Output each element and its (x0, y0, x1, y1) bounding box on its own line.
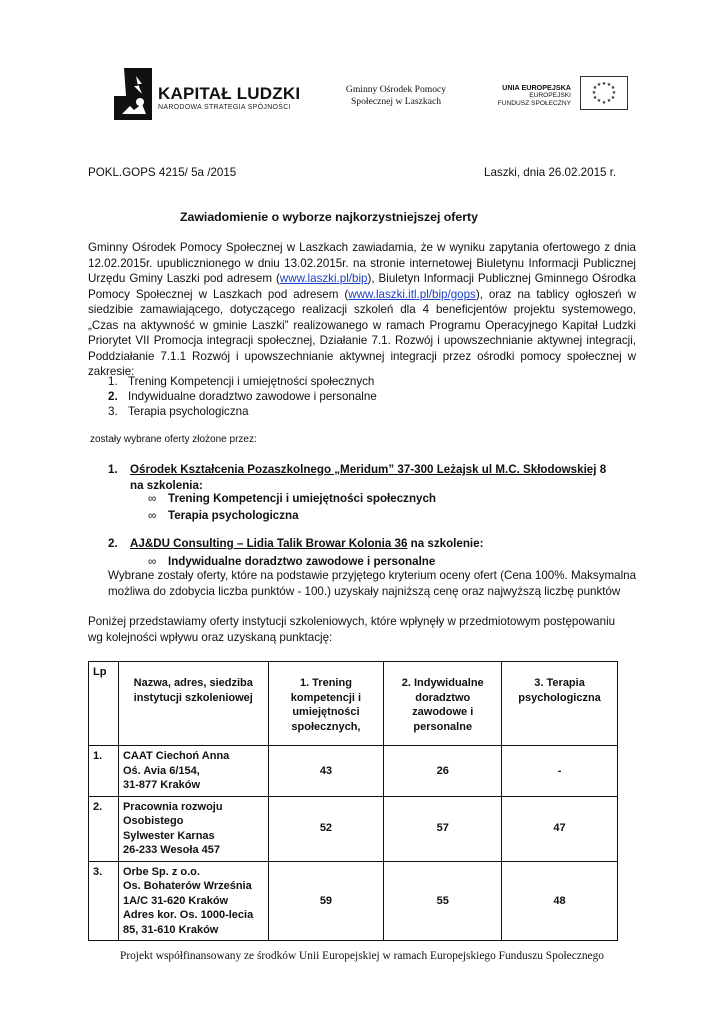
name-line: 26-233 Wesoła 457 (122, 844, 220, 856)
eu-flag-icon (580, 76, 628, 110)
kapital-ludzki-subtitle: NARODOWA STRATEGIA SPÓJNOŚCI (158, 104, 291, 111)
list-item-text: Terapia psychologiczna (128, 405, 249, 418)
list-item-number: 2. (108, 390, 118, 403)
header-lp: Lp (89, 662, 119, 746)
svg-text:★: ★ (601, 81, 607, 87)
offer-2 (108, 537, 483, 550)
infinity-bullet-icon: ∞ (148, 555, 157, 568)
offer-1-items (148, 491, 436, 524)
svg-text:★: ★ (610, 95, 616, 101)
offer-2-name: AJ&DU Consulting – Lidia Talik Browar Kolonia 36 (130, 537, 408, 550)
link-bip-gops[interactable]: www.laszki.itl.pl/bip/gops (348, 287, 476, 301)
name-line: Os. Bohaterów Września (122, 880, 252, 892)
list-item-number: 1. (108, 375, 118, 388)
svg-text:★: ★ (591, 90, 597, 96)
svg-text:★: ★ (606, 82, 612, 88)
list-item (148, 508, 436, 525)
row-name (118, 746, 268, 797)
row-name (118, 796, 268, 861)
header-doradztwo: 2. Indywidualne doradztwo zawodowe i personalne (384, 662, 502, 746)
table-header-row (89, 662, 618, 746)
score-trening: 43 (268, 746, 384, 797)
svg-text:★: ★ (592, 95, 598, 101)
intro-text-1: Gminny Ośrodek Pomocy Społecznej w Laszkach zawiadamia, że w wyniku zapytania ofertowego z dnia 12.02.2015r. upublicznionego w dniu 13.02.2015r. na stronie internetowej Biuletynu Informacji Publicznej Urzędu Gminy Laszki pod adresem ( (88, 241, 636, 285)
offer-1-name: Ośrodek Kształcenia Pozaszkolnego „Meridum” 37-300 Leżajsk ul M.C. Skłodowskiej (130, 463, 597, 476)
score-terapia: 48 (502, 861, 618, 941)
gops-line-1: Gminny Ośrodek Pomocy (345, 84, 447, 95)
row-lp: 1. (89, 746, 119, 797)
list-item-text: Indywidualne doradztwo zawodowe i personalne (128, 390, 377, 403)
name-line: 85, 31-610 Kraków (122, 923, 219, 936)
score-doradztwo: 57 (384, 796, 502, 861)
svg-text:★: ★ (610, 85, 616, 91)
ue-label (487, 84, 571, 108)
footer-note: Projekt współfinansowany ze środków Unii Europejskiej w ramach Europejskiego Funduszu Społecznego (119, 950, 604, 962)
row-lp: 2. (89, 796, 119, 861)
header-terapia: 3. Terapia psychologiczna (502, 662, 618, 746)
name-line: 31-877 Kraków (122, 779, 200, 791)
ue-line-1: UNIA EUROPEJSKA (502, 83, 571, 92)
offer-1 (108, 462, 606, 493)
gops-header (330, 84, 462, 108)
list-item-number: 3. (108, 405, 118, 418)
list-item-text: Terapia psychologiczna (168, 508, 299, 522)
table-row (89, 861, 618, 941)
row-lp: 3. (89, 861, 119, 941)
table-row (89, 796, 618, 861)
gops-line-2: Społecznej w Laszkach (350, 96, 442, 107)
svg-text:★: ★ (596, 82, 602, 88)
criteria-paragraph: Wybrane zostały oferty, które na podstawie przyjętego kryterium oceny ofert (Cena 100%. Maksymalna możliwa do zdobycia liczba punktów - 100.) uzyskały najniższą cenę oraz najwyższą liczbę punktów (108, 569, 637, 598)
score-trening: 52 (268, 796, 384, 861)
list-item-text: Trening Kompetencji i umiejętności społecznych (168, 492, 437, 505)
svg-text:★: ★ (606, 98, 612, 104)
svg-text:★: ★ (592, 85, 598, 91)
name-line: CAAT Ciechoń Anna (122, 750, 230, 762)
svg-text:★: ★ (596, 98, 602, 104)
score-terapia: 47 (502, 796, 618, 861)
name-line: Orbe Sp. z o.o. (122, 865, 200, 878)
score-trening: 59 (268, 861, 384, 941)
score-doradztwo: 55 (384, 861, 502, 941)
intro-paragraph (88, 240, 636, 380)
name-line: Oś. Avia 6/154, (122, 764, 200, 777)
ranking-intro: Poniżej przedstawiamy oferty instytucji szkoleniowych, które wpłynęły w przedmiotowym postępowaniu wg kolejności wpływu oraz uzyskaną punktację: (88, 615, 616, 644)
name-line: Sylwester Karnas (122, 829, 215, 842)
kapital-ludzki-title: KAPITAŁ LUDZKI (158, 84, 301, 103)
intro-text-2: ), Biuletyn Informacji Publicznej Gminnego Ośrodka Pomocy Społecznej w Laszkach pod adresem ( (88, 272, 637, 301)
list-item-text: Trening Kompetencji i umiejętności społecznych (128, 375, 375, 388)
page-title: Zawiadomienie o wyborze najkorzystniejszej oferty (180, 210, 478, 224)
infinity-bullet-icon: ∞ (148, 492, 157, 505)
document-reference: POKL.GOPS 4215/ 5a /2015 (88, 166, 237, 179)
kapital-ludzki-emblem-icon (112, 66, 158, 122)
row-name (118, 861, 268, 941)
svg-text:★: ★ (601, 100, 607, 106)
name-line: Pracownia rozwoju (122, 800, 223, 813)
link-bip-gmina[interactable]: www.laszki.pl/bip (279, 272, 368, 285)
scope-list (108, 374, 377, 419)
intro-text-3: ), oraz na tablicy ogłoszeń w siedzibie zamawiającego, dotyczącego realizacji szkoleń dla 4 beneficjentów projektu systemowego, „Czas na aktywność w gminie Laszki” realizowanego w ramach Programu Operacyjnego Kapitał Ludzki Priorytet VII Promocja integracji społecznej, Działanie 7.1. Rozwój i upowszechnianie aktywnej integracji, Poddziałanie 7.1.1 Rozwój i upowszechnianie aktywnej integracji przez ośrodki pomocy społecznej w zakresie: (88, 287, 637, 378)
table-row (89, 746, 618, 797)
svg-text:★: ★ (611, 90, 617, 96)
offer-1-label: na szkolenia: (130, 478, 203, 492)
name-line: 1A/C 31-620 Kraków (122, 894, 229, 907)
document-date: Laszki, dnia 26.02.2015 r. (484, 166, 617, 179)
offer-1-name-suffix: 8 (596, 463, 607, 476)
infinity-bullet-icon: ∞ (148, 508, 157, 522)
offer-number: 1. (108, 463, 118, 476)
list-item (108, 389, 377, 404)
score-terapia: - (502, 746, 618, 797)
results-table (88, 661, 618, 941)
list-item-text: Indywidualne doradztwo zawodowe i personalne (168, 555, 436, 568)
list-item (108, 374, 377, 389)
ue-line-3: FUNDUSZ SPOŁECZNY (497, 100, 571, 107)
header-name: Nazwa, adres, siedziba instytucji szkoleniowej (118, 662, 268, 746)
chosen-intro: zostały wybrane oferty złożone przez: (90, 434, 257, 445)
score-doradztwo: 26 (384, 746, 502, 797)
list-item (108, 404, 377, 419)
header-trening: 1. Trening kompetencji i umiejętności społecznych, (268, 662, 384, 746)
offer-2-label: na szkolenie: (407, 537, 484, 550)
name-line: Adres kor. Os. 1000-lecia (122, 909, 254, 921)
offer-number: 2. (108, 537, 118, 550)
name-line: Osobistego (122, 815, 184, 827)
ue-line-2: EUROPEJSKI (529, 92, 571, 99)
list-item (148, 491, 436, 508)
